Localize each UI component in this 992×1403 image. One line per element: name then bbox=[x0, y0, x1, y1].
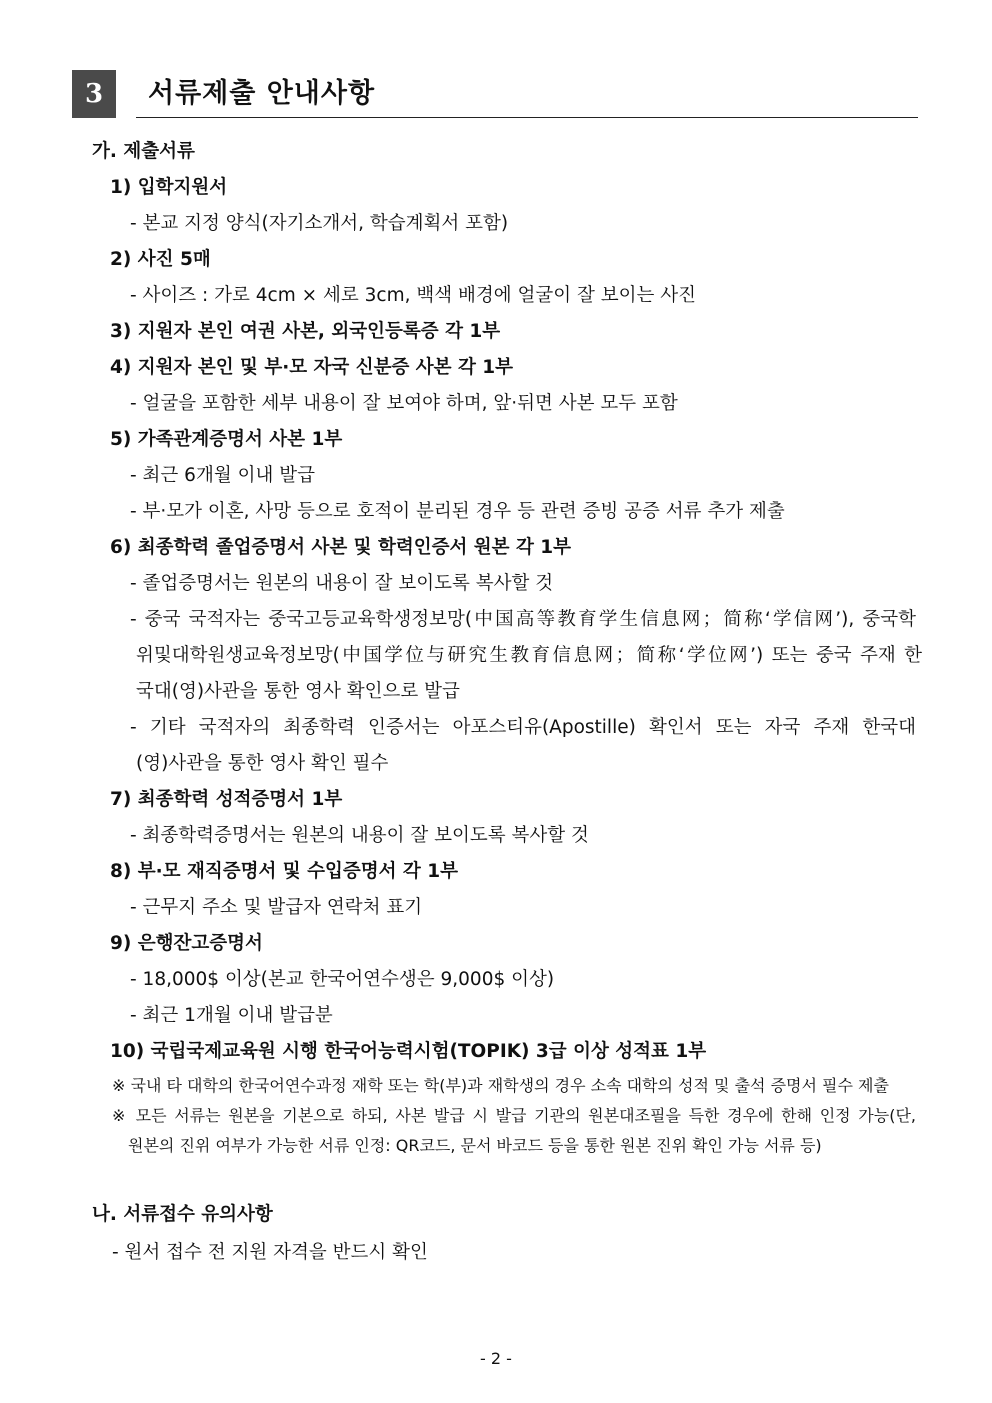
note-2-cont: 원본의 진위 여부가 가능한 서류 인정: QR코드, 문서 바코드 등을 통한 원본 진위 확인 가능 서류 등) bbox=[128, 1136, 822, 1155]
item-6-detail-1: - 졸업증명서는 원본의 내용이 잘 보이도록 복사할 것 bbox=[130, 573, 554, 594]
item-4-detail: - 얼굴을 포함한 세부 내용이 잘 보여야 하며, 앞·뒤면 사본 모두 포함 bbox=[130, 393, 678, 414]
item-4-title: 4) 지원자 본인 및 부·모 자국 신분증 사본 각 1부 bbox=[110, 357, 514, 378]
note-1: ※ 국내 타 대학의 한국어연수과정 재학 또는 학(부)과 재학생의 경우 소속 대학의 성적 및 출석 증명서 필수 제출 bbox=[112, 1076, 889, 1095]
item-6-detail-3-cont: (영)사관을 통한 영사 확인 필수 bbox=[136, 753, 389, 774]
page-number: - 2 - bbox=[480, 1349, 512, 1368]
header-underline bbox=[136, 117, 918, 118]
item-5-detail-1: - 최근 6개월 이내 발급 bbox=[130, 465, 315, 486]
note-2: ※ 모든 서류는 원본을 기본으로 하되, 사본 발급 시 발급 기관의 원본대조필을 득한 경우에 한해 인정 가능(단, bbox=[112, 1106, 916, 1125]
item-2-detail: - 사이즈 : 가로 4cm × 세로 3cm, 백색 배경에 얼굴이 잘 보이는 사진 bbox=[130, 285, 696, 306]
item-7-detail: - 최종학력증명서는 원본의 내용이 잘 보이도록 복사할 것 bbox=[130, 825, 589, 846]
item-6-detail-2-cont-2: 국대(영)사관을 통한 영사 확인으로 발급 bbox=[136, 681, 460, 702]
item-6-detail-2-cont-1: 위및대학원생교육정보망(中国学位与研究生教育信息网；简称‘学位网’) 또는 중국 주재 한 bbox=[136, 645, 922, 666]
item-10-title: 10) 국립국제교육원 시행 한국어능력시험(TOPIK) 3급 이상 성적표 1부 bbox=[110, 1041, 707, 1062]
part-b-detail: - 원서 접수 전 지원 자격을 반드시 확인 bbox=[112, 1242, 428, 1263]
item-6-title: 6) 최종학력 졸업증명서 사본 및 학력인증서 원본 각 1부 bbox=[110, 537, 572, 558]
item-2-title: 2) 사진 5매 bbox=[110, 249, 211, 270]
item-9-title: 9) 은행잔고증명서 bbox=[110, 933, 263, 954]
section-number-badge: 3 bbox=[72, 70, 116, 118]
part-b-heading: 나. 서류접수 유의사항 bbox=[92, 1204, 273, 1225]
part-a-heading: 가. 제출서류 bbox=[92, 141, 195, 162]
item-6-detail-3: - 기타 국적자의 최종학력 인증서는 아포스티유(Apostille) 확인서 또는 자국 주재 한국대 bbox=[130, 717, 916, 738]
item-9-detail-2: - 최근 1개월 이내 발급분 bbox=[130, 1005, 333, 1026]
item-5-title: 5) 가족관계증명서 사본 1부 bbox=[110, 429, 343, 450]
item-9-detail-1: - 18,000$ 이상(본교 한국어연수생은 9,000$ 이상) bbox=[130, 969, 555, 990]
item-8-detail: - 근무지 주소 및 발급자 연락처 표기 bbox=[130, 897, 423, 918]
section-header bbox=[72, 70, 918, 118]
item-5-detail-2: - 부·모가 이혼, 사망 등으로 호적이 분리된 경우 등 관련 증빙 공증 서류 추가 제출 bbox=[130, 501, 785, 522]
item-6-detail-2: - 중국 국적자는 중국고등교육학생정보망(中国高等教育学生信息网；简称‘学信网’), 중국학 bbox=[130, 609, 916, 630]
item-7-title: 7) 최종학력 성적증명서 1부 bbox=[110, 789, 343, 810]
item-1-title: 1) 입학지원서 bbox=[110, 177, 228, 198]
item-1-detail: - 본교 지정 양식(자기소개서, 학습계획서 포함) bbox=[130, 213, 509, 234]
section-title: 서류제출 안내사항 bbox=[148, 78, 376, 109]
item-3-title: 3) 지원자 본인 여권 사본, 외국인등록증 각 1부 bbox=[110, 321, 501, 342]
item-8-title: 8) 부·모 재직증명서 및 수입증명서 각 1부 bbox=[110, 861, 458, 882]
